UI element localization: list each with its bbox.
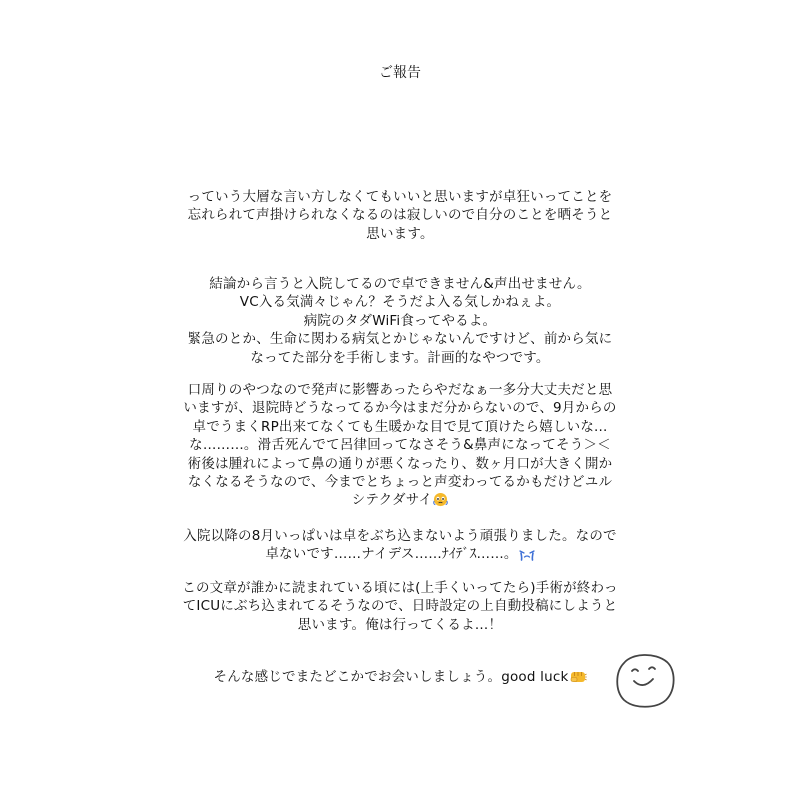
text-line: な………。滑舌死んでて呂律回ってなさそう&鼻声になってそう＞＜ [189, 437, 611, 454]
paragraph-intro [150, 188, 650, 243]
text-line-with-emoji [150, 668, 650, 689]
page-title: ご報告 [379, 65, 421, 81]
text-line: 忘れられて声掛けられなくなるのは寂しいので自分のことを晒そうと [187, 207, 613, 224]
text-line: 病院のタダWiFi食ってやるよ。 [303, 312, 497, 329]
text-line: っていう大層な言い方しなくてもいいと思いますが卓狂いってことを [187, 189, 613, 205]
paragraph-icu [150, 579, 650, 634]
text-line: なくなるそうなので、今までとちょっと声変わってるかもだけどユル [187, 474, 613, 491]
crying-face-icon [519, 547, 535, 566]
text-line: そんな感じでまたどこかでお会いしましょう。good luck [213, 669, 569, 685]
text-line: なってた部分を手術します。計画的なやつです。 [250, 349, 550, 366]
paragraph-august [150, 527, 650, 567]
text-line: 術後は腫れによって鼻の通りが悪くなったり、数ヶ月口が大きく開か [187, 455, 613, 472]
text-line: 結論から言うと入院してるので卓できません&声出せません。 [209, 276, 591, 292]
paragraph-farewell [150, 668, 650, 689]
text-line: 緊急のとか、生命に関わる病気とかじゃないんですけど、前から気に [187, 331, 613, 348]
text-line: 卓でうまくRP出来てなくても生暖かな目で見て頂けたら嬉しいな... [192, 418, 608, 435]
text-line: 思います。俺は行ってくるよ…！ [297, 616, 503, 633]
text-line: VC入る気満々じゃん？そうだよ入る気しかねぇよ。 [239, 294, 561, 311]
text-line: シテクダサイ [351, 492, 433, 509]
paragraph-conclusion [150, 275, 650, 367]
text-line: この文章が誰かに読まれている頃には(上手くいってたら)手術が終わっ [182, 580, 618, 596]
paragraph-surgery-details [150, 381, 650, 513]
text-line: 思います。 [366, 225, 434, 242]
text-line-with-emoji [150, 491, 650, 512]
text-line: いますが、退院時どうなってるか今はまだ分からないので、9月からの [183, 400, 617, 417]
smiling-doodle-icon [612, 650, 678, 710]
fist-bump-icon [570, 669, 587, 689]
text-line: 卓ないです……ナイデス……ﾅｲﾃﾞｽ……。 [265, 546, 518, 563]
text-line: てICUにぶち込まれてるそうなので、日時設定の上自動投稿にしようと [182, 598, 618, 615]
text-line-with-emoji [150, 545, 650, 566]
text-line: 入院以降の8月いっぱいは卓をぶち込まないよう頑張りました。なので [183, 528, 617, 544]
pleading-face-icon [433, 492, 448, 512]
text-line: 口周りのやつなので発声に影響あったらやだなぁ一多分大丈夫だと思 [187, 382, 613, 398]
